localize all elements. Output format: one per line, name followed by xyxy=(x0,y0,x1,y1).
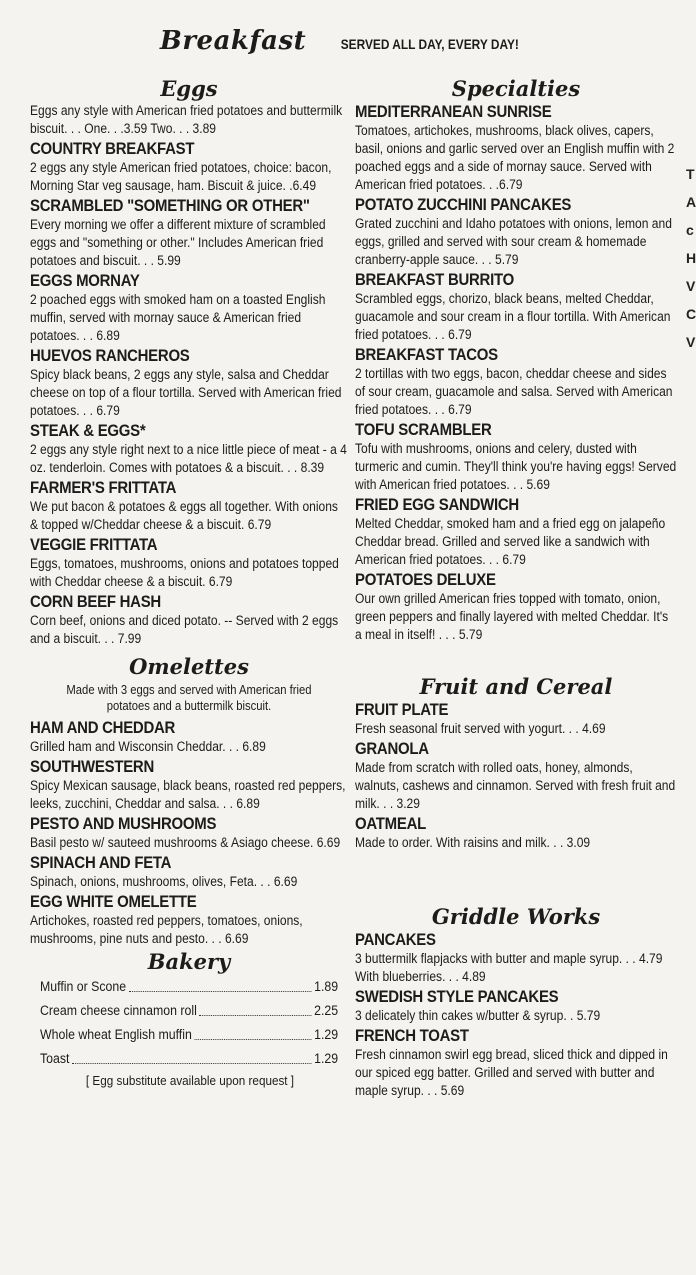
bakery-item-name: Cream cheese cinnamon roll xyxy=(40,1003,197,1018)
bakery-item-name: Muffin or Scone xyxy=(40,979,127,994)
item-desc: Every morning we offer a different mixture of scrambled eggs and "something or other." Includes American fried potatoes and biscuit. . . 5.99 xyxy=(30,217,326,268)
menu-item-swedish-pancakes xyxy=(355,987,677,1025)
item-desc: 2 tortillas with two eggs, bacon, cheddar cheese and sides of sour cream, guacamole and salsa. Served with American fried potatoes. . . 6.79 xyxy=(355,366,673,417)
edge-letter: A xyxy=(686,194,696,210)
item-desc: Spicy Mexican sausage, black beans, roasted red peppers, leeks, zucchini, Cheddar and salsa. . . 6.89 xyxy=(30,778,346,811)
item-desc: Grated zucchini and Idaho potatoes with onions, lemon and eggs, grilled and served with sour cream & homemade cranberry-apple sauce. . . 5.79 xyxy=(355,216,672,267)
edge-letter: H xyxy=(686,250,696,266)
item-desc: Made from scratch with rolled oats, honey, almonds, walnuts, cashews and cinnamon. Served with fresh fruit and milk. . . 3.29 xyxy=(355,760,676,811)
item-desc: Grilled ham and Wisconsin Cheddar. . . 6.89 xyxy=(30,739,266,754)
item-name: FRUIT PLATE xyxy=(355,700,449,719)
item-name: OATMEAL xyxy=(355,814,427,833)
item-desc: 2 eggs any style American fried potatoes, choice: bacon, Morning Star veg sausage, ham. Biscuit & juice. .6.49 xyxy=(30,160,332,193)
eggs-intro: Eggs any style with American fried potatoes and buttermilk biscuit. . . One. . .3.59 Two. . . 3.89 xyxy=(30,103,343,136)
edge-letter: V xyxy=(686,278,696,294)
egg-substitute-note: [ Egg substitute available upon request ] xyxy=(85,1073,295,1088)
bakery-item-price: 1.29 xyxy=(314,1051,339,1066)
item-name: SPINACH AND FETA xyxy=(30,853,172,872)
item-name: EGG WHITE OMELETTE xyxy=(30,892,197,911)
menu-item-oatmeal xyxy=(355,814,677,852)
item-desc: Tofu with mushrooms, onions and celery, dusted with turmeric and cumin. They'll think you're having eggs! Served with American fried potatoes. . . 5.69 xyxy=(355,441,677,492)
edge-letter: C xyxy=(686,306,696,322)
served-all-day-subtitle: SERVED ALL DAY, EVERY DAY! xyxy=(340,36,519,52)
item-name: SCRAMBLED "SOMETHING OR OTHER" xyxy=(30,196,310,215)
item-name: BREAKFAST BURRITO xyxy=(355,270,514,289)
item-name: PESTO AND MUSHROOMS xyxy=(30,814,217,833)
menu-item-scrambled xyxy=(30,196,348,270)
dot-leader xyxy=(72,1047,311,1064)
item-name: POTATO ZUCCHINI PANCAKES xyxy=(355,195,572,214)
dot-leader xyxy=(195,1023,312,1040)
item-name: SOUTHWESTERN xyxy=(30,757,154,776)
menu-item-fried-egg-sandwich xyxy=(355,495,677,569)
item-desc: 3 buttermilk flapjacks with butter and maple syrup. . . 4.79 With blueberries. . . 4.89 xyxy=(355,951,663,984)
menu-item-french-toast xyxy=(355,1026,677,1100)
bakery-item-price: 1.89 xyxy=(314,979,339,994)
dot-leader xyxy=(129,975,312,992)
menu-item-eggs-mornay xyxy=(30,271,348,345)
bakery-list xyxy=(40,975,340,1088)
item-name: COUNTRY BREAKFAST xyxy=(30,139,195,158)
item-name: GRANOLA xyxy=(355,739,429,758)
item-desc: Fresh seasonal fruit served with yogurt. . . 4.69 xyxy=(355,721,606,736)
griddle-section-title: Griddle Works xyxy=(431,904,601,929)
item-name: CORN BEEF HASH xyxy=(30,592,161,611)
item-name: SWEDISH STYLE PANCAKES xyxy=(355,987,559,1006)
bakery-row xyxy=(40,1023,338,1047)
dot-leader xyxy=(200,999,312,1016)
menu-item-spinach-feta xyxy=(30,853,348,891)
item-name: HAM AND CHEDDAR xyxy=(30,718,176,737)
omelettes-section-title: Omelettes xyxy=(129,654,249,679)
item-name: PANCAKES xyxy=(355,930,436,949)
menu-item-egg-white-omelette xyxy=(30,892,348,948)
item-desc: Spicy black beans, 2 eggs any style, salsa and Cheddar cheese on top of a flour tortilla. Served with American fried potatoes. . . 6.79 xyxy=(30,367,342,418)
bakery-row xyxy=(40,999,338,1023)
item-desc: 2 poached eggs with smoked ham on a toasted English muffin, served with mornay sauce & American fried potatoes. . . 6.89 xyxy=(30,292,326,343)
item-desc: Tomatoes, artichokes, mushrooms, black olives, capers, basil, onions and garlic served over an English muffin with 2 poached eggs and a side of mornay sauce. Served with American fried potatoes. . .6.79 xyxy=(355,123,675,192)
item-name: FRIED EGG SANDWICH xyxy=(355,495,519,514)
menu-item-tofu-scrambler xyxy=(355,420,677,494)
item-desc: Fresh cinnamon swirl egg bread, sliced thick and dipped in our spiced egg batter. Grilled and served with butter and maple syrup. . . 5.69 xyxy=(355,1047,668,1098)
item-name: BREAKFAST TACOS xyxy=(355,345,498,364)
left-column xyxy=(30,76,348,1088)
item-name: VEGGIE FRITTATA xyxy=(30,535,158,554)
menu-item-pesto-mushrooms xyxy=(30,814,348,852)
eggs-section-title: Eggs xyxy=(160,76,218,101)
bakery-item-name: Whole wheat English muffin xyxy=(40,1027,192,1042)
breakfast-title: Breakfast xyxy=(159,26,307,56)
item-name: HUEVOS RANCHEROS xyxy=(30,346,190,365)
menu-item-breakfast-tacos xyxy=(355,345,677,419)
menu-item-steak-eggs xyxy=(30,421,348,477)
menu-item-breakfast-burrito xyxy=(355,270,677,344)
menu-item-fruit-plate xyxy=(355,700,677,738)
bakery-item-price: 1.29 xyxy=(314,1027,339,1042)
bakery-section-title: Bakery xyxy=(147,949,231,974)
bakery-row xyxy=(40,975,338,999)
menu-item-southwestern xyxy=(30,757,348,813)
bakery-item-price: 2.25 xyxy=(314,1003,339,1018)
item-name: TOFU SCRAMBLER xyxy=(355,420,492,439)
bakery-item-name: Toast xyxy=(40,1051,70,1066)
item-desc: Spinach, onions, mushrooms, olives, Feta. . . 6.69 xyxy=(30,874,298,889)
item-desc: Corn beef, onions and diced potato. -- Served with 2 eggs and a biscuit. . . 7.99 xyxy=(30,613,339,646)
menu-item-potato-zucchini-pancakes xyxy=(355,195,677,269)
menu-item-ham-cheddar xyxy=(30,718,348,756)
fruit-cereal-section-title: Fruit and Cereal xyxy=(419,674,613,699)
menu-item-potatoes-deluxe xyxy=(355,570,677,644)
menu-item-pancakes xyxy=(355,930,677,986)
edge-letter: V xyxy=(686,334,696,350)
item-desc: Artichokes, roasted red peppers, tomatoes, onions, mushrooms, pine nuts and pesto. . . 6.69 xyxy=(30,913,303,946)
adjacent-panel-edge xyxy=(686,160,694,356)
item-desc: 2 eggs any style right next to a nice little piece of meat - a 4 oz. tenderloin. Comes with potatoes & a biscuit. . . 8.39 xyxy=(30,442,347,475)
item-desc: Scrambled eggs, chorizo, black beans, melted Cheddar, guacamole and sour cream in a flour tortilla. With American fried potatoes. . . 6.79 xyxy=(355,291,671,342)
item-desc: Our own grilled American fries topped with tomato, onion, green peppers and finally layered with melted Cheddar. It's a meal in itself! . . . 5.79 xyxy=(355,591,669,642)
menu-item-farmers-frittata xyxy=(30,478,348,534)
edge-letter: T xyxy=(686,166,695,182)
edge-letter: c xyxy=(686,222,694,238)
bakery-row xyxy=(40,1047,338,1071)
item-name: FARMER'S FRITTATA xyxy=(30,478,177,497)
item-name: MEDITERRANEAN SUNRISE xyxy=(355,102,552,121)
menu-item-veggie-frittata xyxy=(30,535,348,591)
item-name: FRENCH TOAST xyxy=(355,1026,469,1045)
specialties-section-title: Specialties xyxy=(451,76,581,101)
menu-item-granola xyxy=(355,739,677,813)
item-desc: Made to order. With raisins and milk. . . 3.09 xyxy=(355,835,591,850)
item-name: POTATOES DELUXE xyxy=(355,570,496,589)
item-desc: Melted Cheddar, smoked ham and a fried egg on jalapeño Cheddar bread. Grilled and served like a sandwich with American fried potatoes. . . 6.79 xyxy=(355,516,666,567)
item-desc: We put bacon & potatoes & eggs all together. With onions & topped w/Cheddar cheese & a biscuit. 6.79 xyxy=(30,499,338,532)
right-column xyxy=(355,76,677,1101)
item-name: STEAK & EGGS* xyxy=(30,421,146,440)
item-desc: Eggs, tomatoes, mushrooms, onions and potatoes topped with Cheddar cheese & a biscuit. 6.79 xyxy=(30,556,339,589)
menu-header xyxy=(0,26,694,56)
item-name: EGGS MORNAY xyxy=(30,271,140,290)
menu-item-country-breakfast xyxy=(30,139,348,195)
item-desc: Basil pesto w/ sauteed mushrooms & Asiago cheese. 6.69 xyxy=(30,835,341,850)
menu-item-huevos-rancheros xyxy=(30,346,348,420)
omelettes-intro: Made with 3 eggs and served with American fried potatoes and a buttermilk biscuit. xyxy=(66,683,312,713)
menu-item-mediterranean-sunrise xyxy=(355,102,677,194)
item-desc: 3 delicately thin cakes w/butter & syrup. . 5.79 xyxy=(355,1008,601,1023)
menu-item-corn-beef-hash xyxy=(30,592,348,648)
